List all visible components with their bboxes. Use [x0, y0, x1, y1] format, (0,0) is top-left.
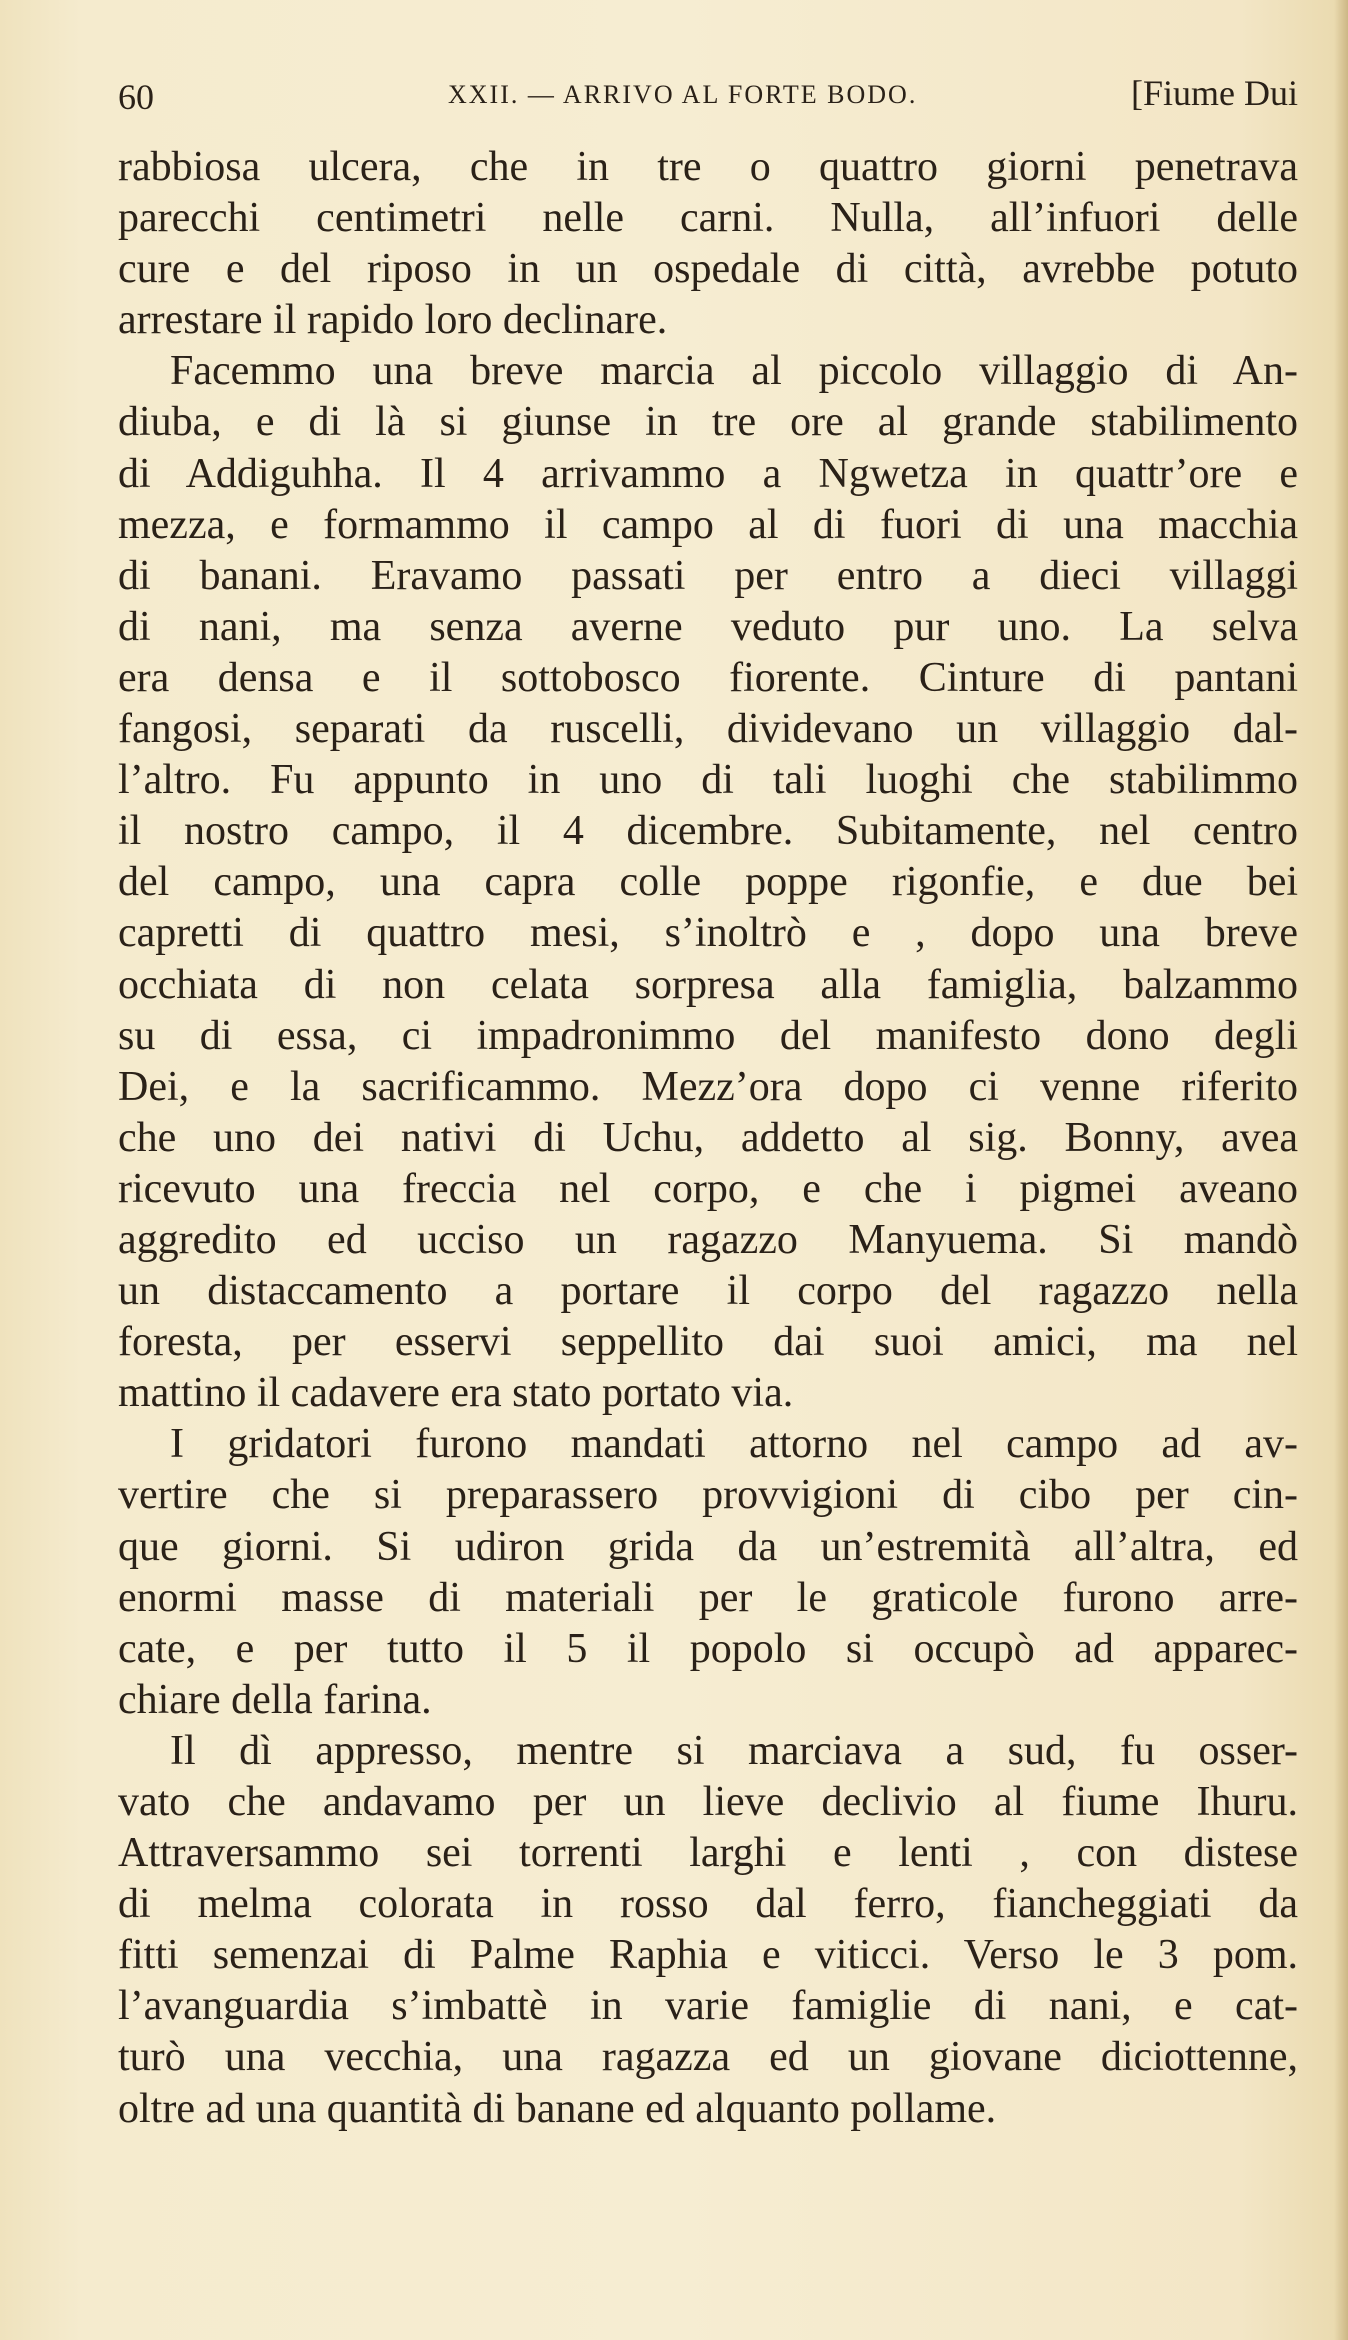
- text-line: l’avanguardia s’imbattè in varie famiglie di nani, e cat-: [118, 1983, 1298, 2030]
- text-line: il nostro campo, il 4 dicembre. Subitamente, nel centro: [118, 808, 1298, 855]
- running-header: [118, 66, 1298, 122]
- text-line: era densa e il sottobosco fiorente. Cinture di pantani: [118, 654, 1298, 701]
- text-line: rabbiosa ulcera, che in tre o quattro giorni penetrava: [118, 144, 1298, 190]
- text-line: aggredito ed ucciso un ragazzo Manyuema. Si mandò: [118, 1216, 1298, 1263]
- text-line: mattino il cadavere era stato portato via.: [118, 1370, 794, 1417]
- text-line: enormi masse di materiali per le graticole furono arre-: [118, 1574, 1298, 1621]
- text-line: que giorni. Si udiron grida da un’estremità all’altra, ed: [118, 1523, 1298, 1570]
- text-line: turò una vecchia, una ragazza ed un giovane diciottenne,: [118, 2034, 1298, 2081]
- text-line: di nani, ma senza averne veduto pur uno. La selva: [118, 603, 1298, 650]
- text-line: Dei, e la sacrificammo. Mezz’ora dopo ci venne riferito: [118, 1063, 1298, 1110]
- text-line: che uno dei nativi di Uchu, addetto al sig. Bonny, avea: [118, 1114, 1298, 1161]
- text-line: fangosi, separati da ruscelli, dividevano un villaggio dal-: [118, 706, 1298, 753]
- text-line: foresta, per esservi seppellito dai suoi amici, ma nel: [118, 1319, 1298, 1366]
- text-line: su di essa, ci impadronimmo del manifesto dono degli: [118, 1012, 1298, 1059]
- text-line: l’altro. Fu appunto in uno di tali luoghi che stabilimmo: [118, 757, 1298, 804]
- text-line: parecchi centimetri nelle carni. Nulla, all’infuori delle: [118, 195, 1298, 242]
- page-edge-shadow: [1334, 0, 1348, 2340]
- body-text: [118, 142, 1298, 2135]
- text-line: oltre ad una quantità di banane ed alquanto pollame.: [118, 2085, 997, 2132]
- text-line: cate, e per tutto il 5 il popolo si occupò ad apparec-: [118, 1625, 1298, 1672]
- text-line: cure e del riposo in un ospedale di città, avrebbe potuto: [118, 246, 1298, 293]
- text-line: Il dì appresso, mentre si marciava a sud, fu osser-: [170, 1727, 1298, 1774]
- text-line: di melma colorata in rosso dal ferro, fiancheggiati da: [118, 1881, 1298, 1928]
- page-number: 60: [118, 77, 154, 117]
- running-title: XXII. — ARRIVO AL FORTE BODO.: [448, 80, 918, 109]
- text-line: vato che andavamo per un lieve declivio al fiume Ihuru.: [118, 1779, 1298, 1825]
- text-line: chiare della farina.: [118, 1676, 432, 1723]
- text-line: capretti di quattro mesi, s’inoltrò e , dopo una breve: [118, 910, 1298, 957]
- text-line: arrestare il rapido loro declinare.: [118, 297, 668, 344]
- text-line: vertire che si preparassero provvigioni di cibo per cin-: [118, 1472, 1298, 1519]
- text-line: del campo, una capra colle poppe rigonfie, e due bei: [118, 859, 1298, 906]
- text-line: diuba, e di là si giunse in tre ore al grande stabilimento: [118, 399, 1298, 446]
- text-line: fitti semenzai di Palme Raphia e viticci. Verso le 3 pom.: [118, 1932, 1298, 1979]
- text-line: I gridatori furono mandati attorno nel campo ad av-: [170, 1421, 1298, 1468]
- text-line: Facemmo una breve marcia al piccolo villaggio di An-: [170, 348, 1298, 395]
- text-line: di Addiguhha. Il 4 arrivammo a Ngwetza in quattr’ore e: [118, 450, 1298, 497]
- text-line: di banani. Eravamo passati per entro a dieci villaggi: [118, 552, 1298, 599]
- text-line: ricevuto una freccia nel corpo, e che i pigmei aveano: [118, 1165, 1298, 1212]
- text-line: Attraversammo sei torrenti larghi e lenti , con distese: [118, 1830, 1298, 1877]
- text-line: un distaccamento a portare il corpo del ragazzo nella: [118, 1268, 1298, 1315]
- section-reference: [Fiume Dui: [1131, 73, 1298, 113]
- text-line: mezza, e formammo il campo al di fuori di una macchia: [118, 501, 1298, 548]
- text-line: occhiata di non celata sorpresa alla famiglia, balzammo: [118, 961, 1298, 1008]
